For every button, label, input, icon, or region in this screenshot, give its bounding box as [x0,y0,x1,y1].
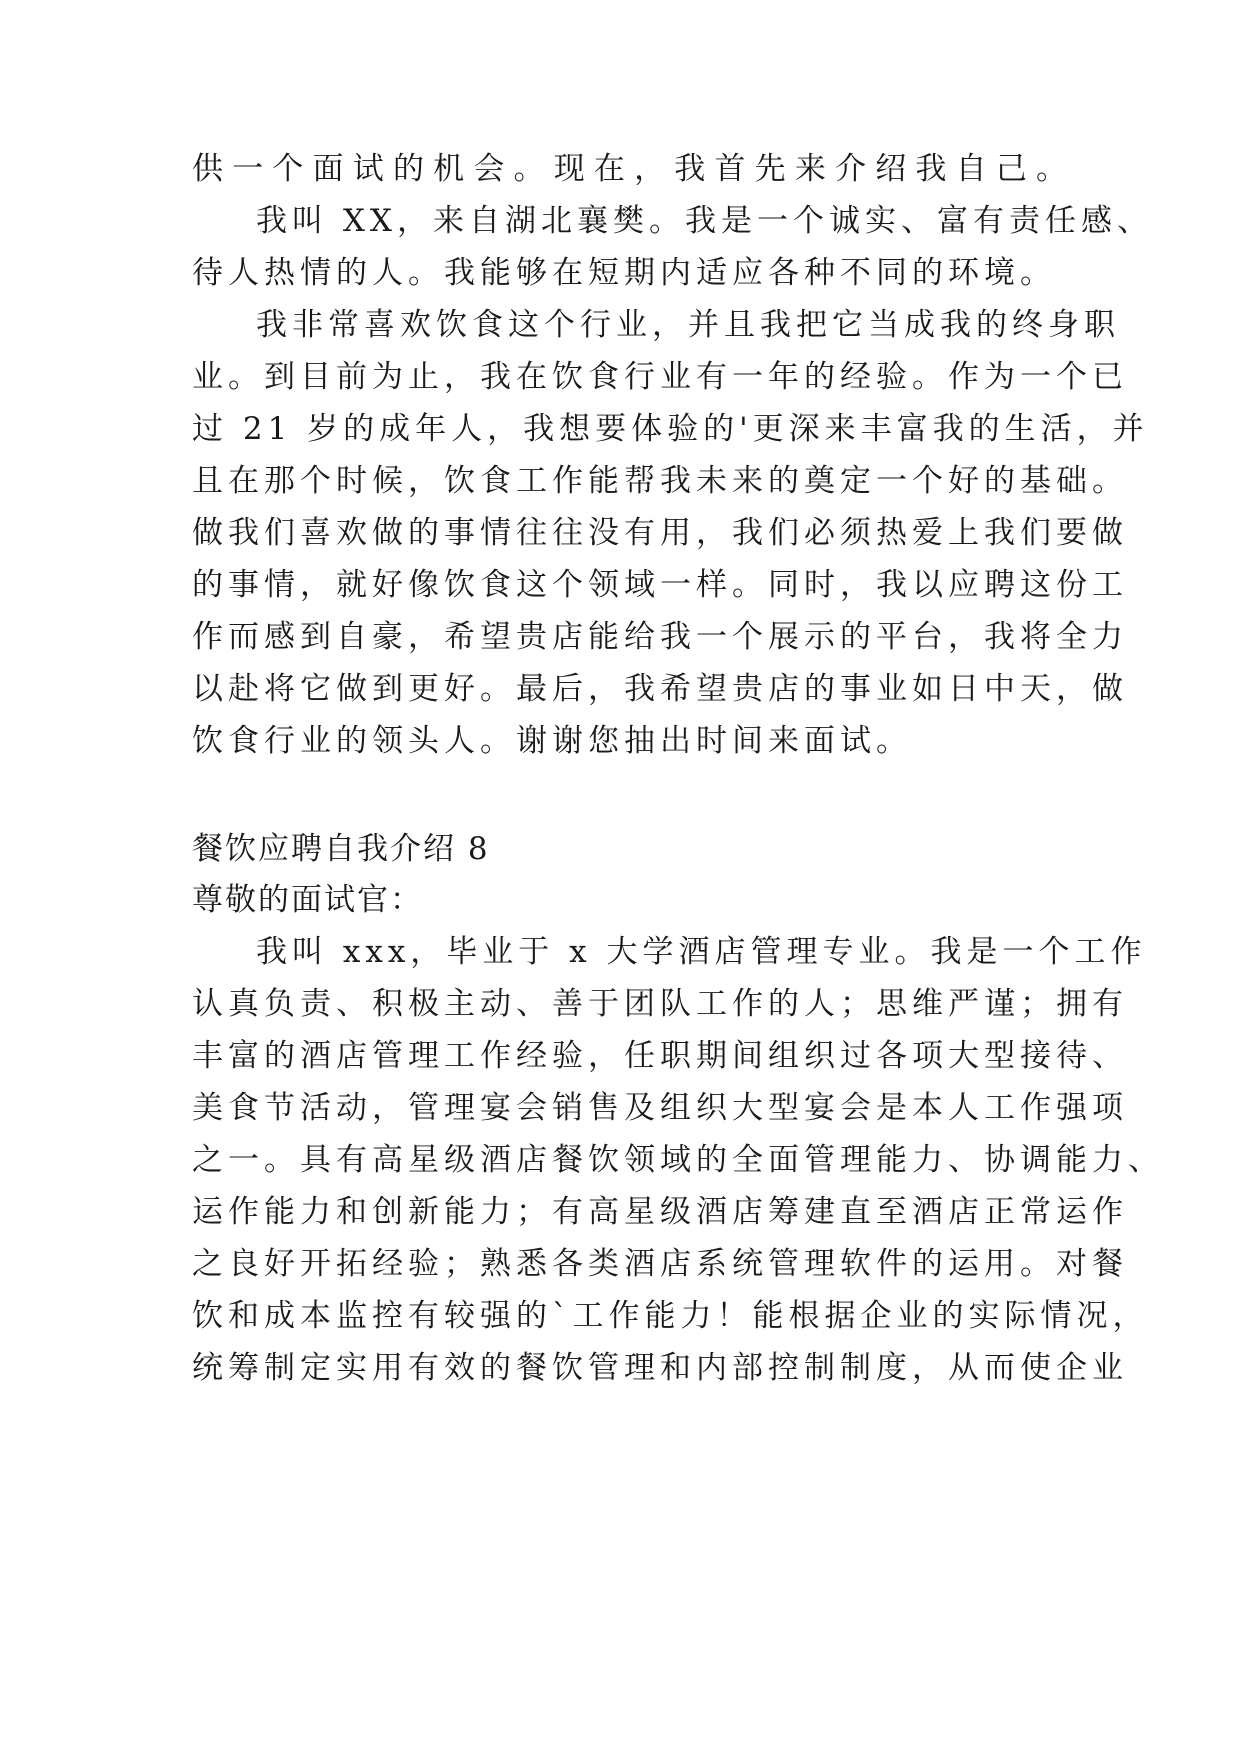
paragraph-line: 供一个面试的机会。现在，我首先来介绍我自己。 [192,151,1072,187]
paragraph-line: 统筹制定实用有效的餐饮管理和内部控制制度，从而使企业 [192,1350,1128,1386]
paragraph-line: 我叫 xxx，毕业于 x 大学酒店管理专业。我是一个工作 [256,934,1147,970]
paragraph-line: 丰富的酒店管理工作经验，任职期间组织过各项大型接待、 [192,1038,1128,1074]
paragraph-line: 美食节活动，管理宴会销售及组织大型宴会是本人工作强项 [192,1090,1128,1126]
paragraph-line: 且在那个时候，饮食工作能帮我未来的奠定一个好的基础。 [192,463,1128,499]
paragraph-line: 过 21 岁的成年人，我想要体验的'更深来丰富我的生活，并 [192,411,1149,447]
salutation: 尊敬的面试官： [192,882,423,918]
paragraph-line: 之良好开拓经验；熟悉各类酒店系统管理软件的运用。对餐 [192,1246,1128,1282]
paragraph-line: 运作能力和创新能力；有高星级酒店筹建直至酒店正常运作 [192,1194,1128,1230]
paragraph-line: 认真负责、积极主动、善于团队工作的人；思维严谨；拥有 [192,986,1128,1022]
paragraph-line: 之一。具有高星级酒店餐饮领域的全面管理能力、协调能力、 [192,1142,1164,1178]
paragraph-line: 做我们喜欢做的事情往往没有用，我们必须热爱上我们要做 [192,515,1128,551]
paragraph-line: 我叫 XX，来自湖北襄樊。我是一个诚实、富有责任感、 [256,203,1153,239]
paragraph-line: 的事情，就好像饮食这个领域一样。同时，我以应聘这份工 [192,567,1128,603]
paragraph-line: 饮食行业的领头人。谢谢您抽出时间来面试。 [192,723,912,759]
paragraph-line: 我非常喜欢饮食这个行业，并且我把它当成我的终身职 [256,307,1120,343]
paragraph-line: 作而感到自豪，希望贵店能给我一个展示的平台，我将全力 [192,619,1128,655]
paragraph-line: 以赴将它做到更好。最后，我希望贵店的事业如日中天，做 [192,671,1128,707]
section-heading: 餐饮应聘自我介绍 8 [192,831,490,867]
paragraph-line: 业。到目前为止，我在饮食行业有一年的经验。作为一个已 [192,359,1128,395]
paragraph-line: 待人热情的人。我能够在短期内适应各种不同的环境。 [192,255,1056,291]
paragraph-line: 饮和成本监控有较强的`工作能力！能根据企业的实际情况， [192,1298,1149,1334]
